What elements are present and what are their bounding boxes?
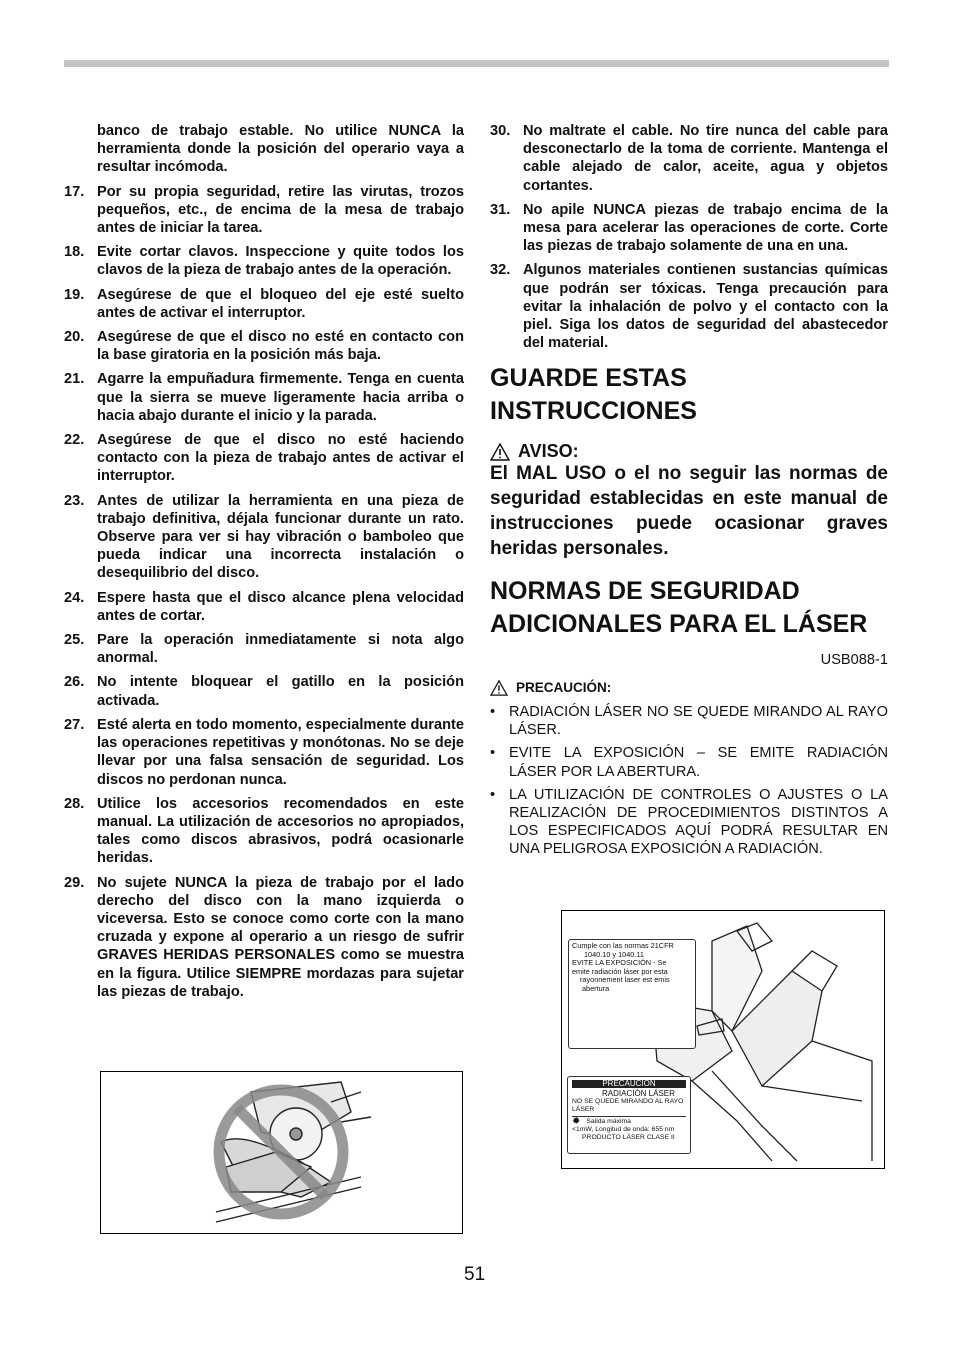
laser-burst-icon: ✹ [572,1116,581,1127]
list-item: 22. Asegúrese de que el disco no esté haciendo contacto con la pieza de trabajo antes de activar el interruptor. [64,432,464,485]
list-item: 23. Antes de utilizar la herramienta en una pieza de trabajo definitiva, déjala funcionar durante un rato. Observe para ver si hay vibración o bamboleo que pueda indicar una incorrecta instalación o desequilibrio del disco. [64,492,464,582]
aviso-body: El MAL USO o el no seguir las normas de seguridad establecidas en este manual de instrucciones puede ocasionar graves heridas personales. [490,462,888,559]
list-item: 28. Utilice los accesorios recomendados en este manual. La utilización de accesorios no apropiados, tales como discos abrasivos, podrá ocasionarle heridas. [64,795,464,867]
list-item: 24. Espere hasta que el disco alcance plena velocidad antes de cortar. [64,589,464,624]
aviso-header [490,442,888,460]
heading-guarde: GUARDE ESTAS INSTRUCCIONES [490,364,697,426]
label-header: PRECAUCIÓN [572,1080,686,1088]
precaucion-title: PRECAUCIÓN: [516,679,612,695]
list-item: 32. Algunos materiales contienen sustancias químicas que podrán ser tóxicas. Tenga precaución para evitar la inhalación de polvo y el contacto con la piel. Siga los datos de seguridad del abastecedor del material. [490,262,888,352]
list-item: 30. No maltrate el cable. No tire nunca del cable para desconectarlo de la toma de corriente. Mantenga el cable alejado de calor, aceite, agua y objetos cortantes. [490,123,888,194]
list-item: 19. Asegúrese de que el bloqueo del eje esté suelto antes de activar el interruptor. [64,286,464,321]
list-item: 29. No sujete NUNCA la pieza de trabajo por el lado derecho del disco con la mano izquierda o viceversa. Esto se conoce como corte con la mano cruzada y expone al operario a un riesgo de sufrir GRAVES HERIDAS PERSONALES como se muestra en la figura. Utilice SIEMPRE mordazas para sujetar las piezas de trabajo. [64,874,464,1000]
list-item: 31. No apile NUNCA piezas de trabajo encima de la mesa para acelerar las operaciones de corte. Corte las piezas de trabajo solamente de una en una. [490,201,888,255]
list-item: 27. Esté alerta en todo momento, especialmente durante las operaciones repetitivas y monótonas. No se deje llevar por una falsa sensación de seguridad. Los discos no perdonan nunca. [64,716,464,788]
precaucion-header [490,679,888,697]
heading-normas-laser: NORMAS DE SEGURIDAD ADICIONALES PARA EL LÁSER [490,576,868,638]
list-item: 21. Agarre la empuñadura firmemente. Tenga en cuenta que la sierra se mueve ligeramente hacia arriba o hacia abajo durante el inicio y la parada. [64,371,464,424]
document-code: USB088-1 [820,651,888,668]
left-column [64,122,464,1007]
bullet-dot-icon: • [490,704,496,721]
compliance-label: Cumple con las normas 21CFR 1040.10 y 1040.11 EVITE LA EXPOSICIÓN - Se emite radiación láser por esta rayonnement laser est emis abertura [568,939,696,1049]
list-item-continued: banco de trabajo estable. No utilice NUNCA la herramienta donde la posición del operario vaya a resultar incómoda. [97,123,464,176]
cross-hand-figure [100,1071,463,1234]
bullet-dot-icon: • [490,745,496,762]
cross-hand-illustration [101,1072,462,1233]
bullet-item: • RADIACIÓN LÁSER NO SE QUEDE MIRANDO AL RAYO LÁSER. [490,704,888,739]
list-item: 17. Por su propia seguridad, retire las virutas, trozos pequeños, etc., de encima de la mesa de trabajo antes de iniciar la tarea. [64,183,464,237]
warning-triangle-icon [490,443,510,461]
page-number: 51 [464,1264,486,1285]
precaucion-laser-label: PRECAUCIÓN RADIACIÓN LÁSER NO SE QUEDE MIRANDO AL RAYO LÁSER ✹ Salida máxima <1mW, Longitud de onda: 655 nm PRODUCTO LÁSER CLASE II [567,1076,691,1154]
list-item: 25. Pare la operación inmediatamente si nota algo anormal. [64,632,464,667]
top-rule [64,60,889,67]
list-item: 26. No intente bloquear el gatillo en la posición activada. [64,674,464,709]
aviso-title: AVISO: [518,441,579,462]
bullet-dot-icon: • [490,786,496,803]
warning-triangle-icon [490,680,508,696]
right-column [490,122,888,864]
list-item: 20. Asegúrese de que el disco no esté en contacto con la base giratoria en la posición más baja. [64,329,464,364]
bullet-item: • EVITE LA EXPOSICIÓN – SE EMITE RADIACIÓN LÁSER POR LA ABERTURA. [490,745,888,780]
bullet-item: • LA UTILIZACIÓN DE CONTROLES O AJUSTES O LA REALIZACIÓN DE PROCEDIMIENTOS DISTINTOS A LOS ESPECIFICADOS AQUÍ PODRÁ RESULTAR EN UNA PELIGROSA EXPOSICIÓN A RADIACIÓN. [490,786,888,858]
list-item: 18. Evite cortar clavos. Inspeccione y quite todos los clavos de la pieza de trabajo antes de la operación. [64,244,464,279]
laser-label-figure [561,910,885,1169]
